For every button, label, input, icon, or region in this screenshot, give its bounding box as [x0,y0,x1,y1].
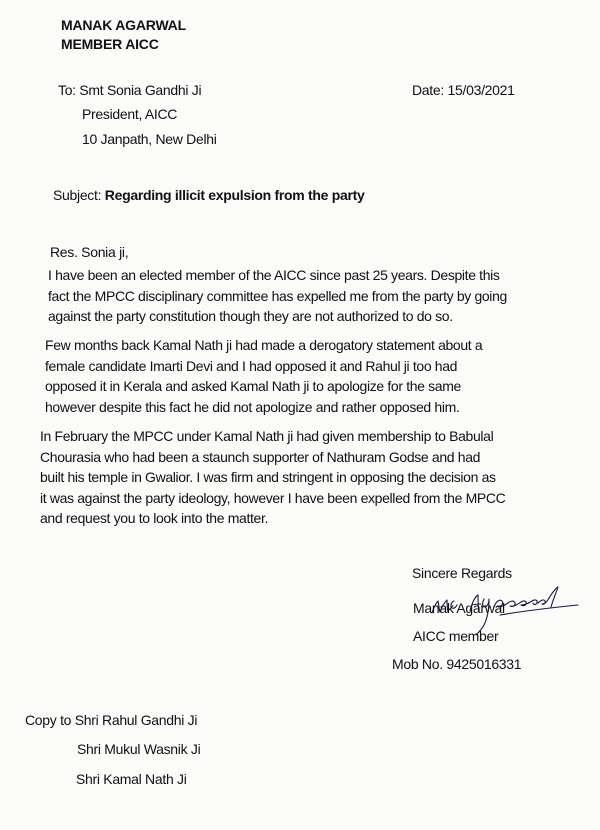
recipient-to-line: To: Smt Sonia Gandhi Ji [58,82,202,98]
sender-name: MANAK AGARWAL [61,17,186,33]
salutation: Res. Sonia ji, [50,244,129,260]
subject-label: Subject: [53,187,105,203]
recipient-address: 10 Janpath, New Delhi [82,131,217,147]
copy-to-first: Copy to Shri Rahul Gandhi Ji [25,712,198,728]
paragraph-line: female candidate Imarti Devi and I had opposed it and Rahul ji too had [45,357,458,374]
paragraph-3 [40,426,505,529]
sender-block [61,16,186,54]
paragraph-1 [48,265,507,327]
copy-to-item: Shri Kamal Nath Ji [76,771,187,787]
closing-mobile: Mob No. 9425016331 [392,656,522,672]
paragraph-line: built his temple in Gwalior. I was firm and stringent in opposing the decision as [40,469,496,485]
paragraph-2 [45,335,482,417]
paragraph-line: it was against the party ideology, however I have been expelled from the MPCC [40,489,506,506]
paragraph-line: however despite this fact he did not apologize and rather opposed him. [45,398,460,415]
paragraph-line: opposed it in Kerala and asked Kamal Nath ji to apologize for the same [45,378,461,394]
paragraph-line: In February the MPCC under Kamal Nath ji had given membership to Babulal [40,428,494,444]
closing-regards: Sincere Regards [412,565,512,581]
paragraph-line: and request you to look into the matter. [40,510,269,526]
closing-role: AICC member [413,628,499,644]
recipient-title: President, AICC [82,106,178,122]
paragraph-line: Chourasia who had been a staunch supporter of Nathuram Godse and had [40,448,481,465]
letter-date: Date: 15/03/2021 [412,82,515,98]
closing-name: Manak Agarwal [413,600,505,616]
paragraph-line: fact the MPCC disciplinary committee has expelled me from the party by going [48,287,507,304]
subject-text: Regarding illicit expulsion from the party [104,187,365,203]
paragraph-line: Few months back Kamal Nath ji had made a derogatory statement about a [45,337,483,353]
paragraph-line: against the party constitution though they are not authorized to do so. [48,308,453,324]
sender-designation: MEMBER AICC [61,36,159,52]
subject-line [53,187,364,203]
copy-to-item: Shri Mukul Wasnik Ji [77,741,201,757]
paragraph-line: I have been an elected member of the AICC since past 25 years. Despite this [48,267,500,283]
